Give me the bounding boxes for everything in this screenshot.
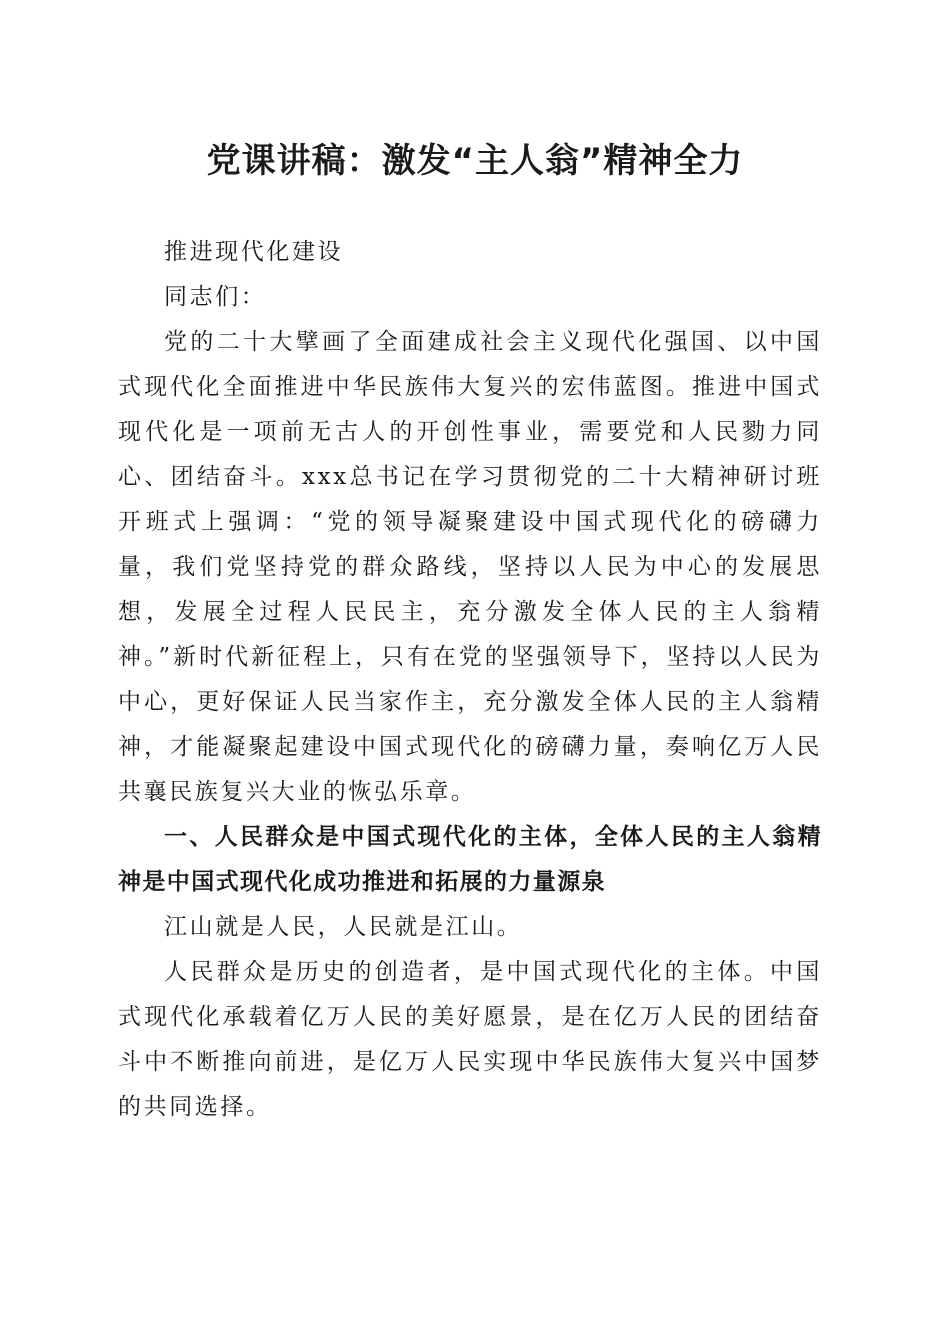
salutation-paragraph: 同志们： bbox=[164, 284, 267, 310]
subtitle-paragraph: 推进现代化建设 bbox=[164, 239, 344, 265]
document-body bbox=[118, 230, 822, 1130]
section-body-paragraph: 人民群众是历史的创造者，是中国式现代化的主体。中国式现代化承载着亿万人民的美好愿景，是在亿万人民的团结奋斗中不断推向前进，是亿万人民实现中华民族伟大复兴中国梦的共同选择。 bbox=[118, 959, 822, 1120]
intro-paragraph: 党的二十大擘画了全面建成社会主义现代化强国、以中国式现代化全面推进中华民族伟大复兴的宏伟蓝图。推进中国式现代化是一项前无古人的开创性事业，需要党和人民勠力同心、团结奋斗。xxx总书记在学习贯彻党的二十大精神研讨班开班式上强调：“党的领导凝聚建设中国式现代化的磅礴力量，我们党坚持党的群众路线，坚持以人民为中心的发展思想，发展全过程人民民主，充分激发全体人民的主人翁精神。”新时代新征程上，只有在党的坚强领导下，坚持以人民为中心，更好保证人民当家作主，充分激发全体人民的主人翁精神，才能凝聚起建设中国式现代化的磅礴力量，奏响亿万人民共襄民族复兴大业的恢弘乐章。 bbox=[118, 329, 822, 805]
section-heading-1: 一、人民群众是中国式现代化的主体，全体人民的主人翁精神是中国式现代化成功推进和拓展的力量源泉 bbox=[118, 824, 822, 895]
document-title: 党课讲稿：激发“主人翁”精神全力 bbox=[206, 141, 744, 181]
section-lead-paragraph: 江山就是人民，人民就是江山。 bbox=[164, 914, 523, 940]
